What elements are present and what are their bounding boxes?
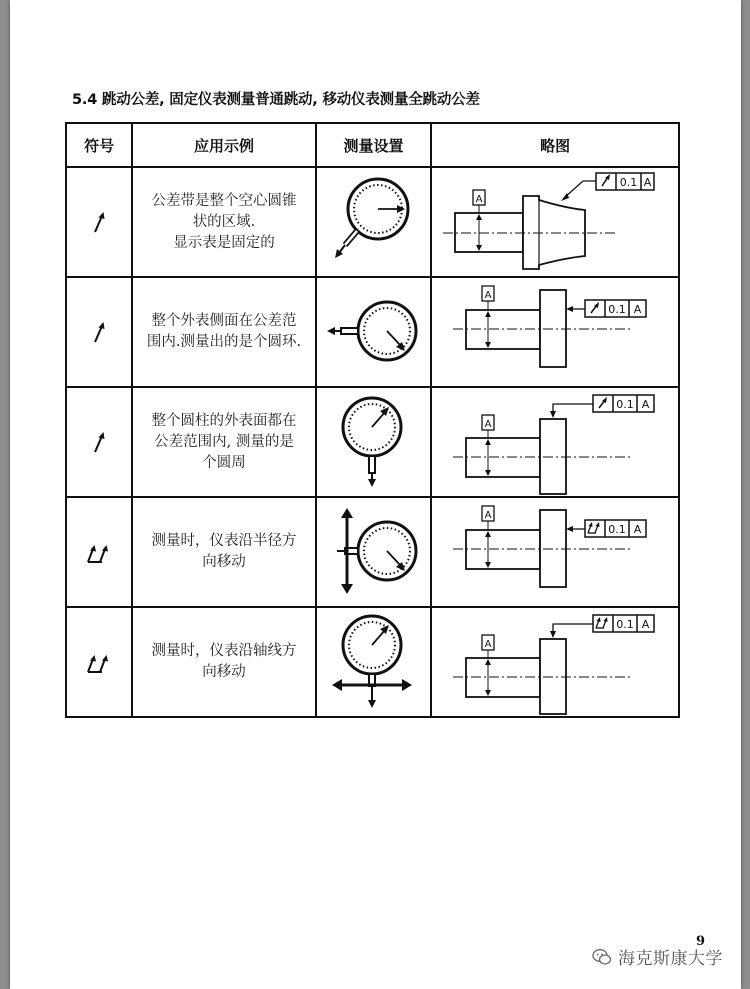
shaft-flange-sketch [433,609,678,715]
sketch-cell [431,387,679,497]
symbol-cell [66,497,132,607]
tolerance-value: 0.1 [619,176,637,189]
shaft-flange-sketch [433,279,678,385]
datum-label: A [484,510,491,521]
datum-label: A [484,639,491,650]
tolerance-value: 0.1 [615,618,634,631]
header-symbol: 符号 [66,123,132,167]
runout-table [65,122,680,718]
document-page [10,0,741,989]
sketch-cell [431,607,679,717]
total-runout-icon [82,537,116,567]
header-sketch: 略图 [431,123,679,167]
sketch-cell [431,167,679,277]
table-row [66,607,679,717]
setup-cell [316,387,431,497]
application-text: 整个外表侧面在公差范 围内.测量出的是个圆环. [132,277,316,387]
cone-part-sketch [433,169,678,275]
circular-runout-icon [84,427,114,457]
header-application: 应用示例 [132,123,316,167]
circular-runout-icon [84,207,114,237]
datum-label: A [484,419,491,430]
table-row [66,387,679,497]
datum-reference: A [643,176,651,189]
section-heading: 5.4 跳动公差, 固定仪表测量普通跳动, 移动仪表测量全跳动公差 [72,92,480,108]
sketch-cell [431,497,679,607]
page-number: 9 [696,934,706,949]
setup-cell [316,497,431,607]
tolerance-value: 0.1 [615,398,634,411]
symbol-cell [66,167,132,277]
dial-indicator-radial-icon [317,499,430,605]
dial-indicator-icon [317,279,430,385]
symbol-cell [66,607,132,717]
symbol-cell [66,277,132,387]
watermark [592,944,723,969]
setup-cell [316,607,431,717]
circular-runout-icon [84,317,114,347]
shaft-flange-sketch [433,499,678,605]
shaft-flange-sketch [433,389,678,495]
tolerance-value: 0.1 [607,303,626,316]
table-row [66,277,679,387]
total-runout-icon [82,647,116,677]
dial-indicator-axial-icon [317,609,430,715]
application-text: 公差带是整个空心圆锥 状的区域. 显示表是固定的 [132,167,316,277]
datum-reference: A [633,303,641,316]
setup-cell [316,167,431,277]
application-text: 整个圆柱的外表面都在 公差范围内, 测量的是 个圆周 [132,387,316,497]
datum-reference: A [641,618,649,631]
application-text: 测量时，仪表沿半径方 向移动 [132,497,316,607]
application-text: 测量时，仪表沿轴线方 向移动 [132,607,316,717]
dial-indicator-icon [317,389,430,495]
header-setup: 测量设置 [316,123,431,167]
datum-reference: A [633,523,641,536]
table-header-row [66,123,679,167]
datum-reference: A [641,398,649,411]
watermark-text: 海克斯康大学 [618,949,723,969]
setup-cell [316,277,431,387]
table-row [66,497,679,607]
tolerance-value: 0.1 [607,523,626,536]
sketch-cell [431,277,679,387]
symbol-cell [66,387,132,497]
wechat-icon [592,948,612,966]
datum-label: A [475,194,482,205]
dial-indicator-icon [317,169,430,275]
table-row [66,167,679,277]
datum-label: A [484,290,491,301]
